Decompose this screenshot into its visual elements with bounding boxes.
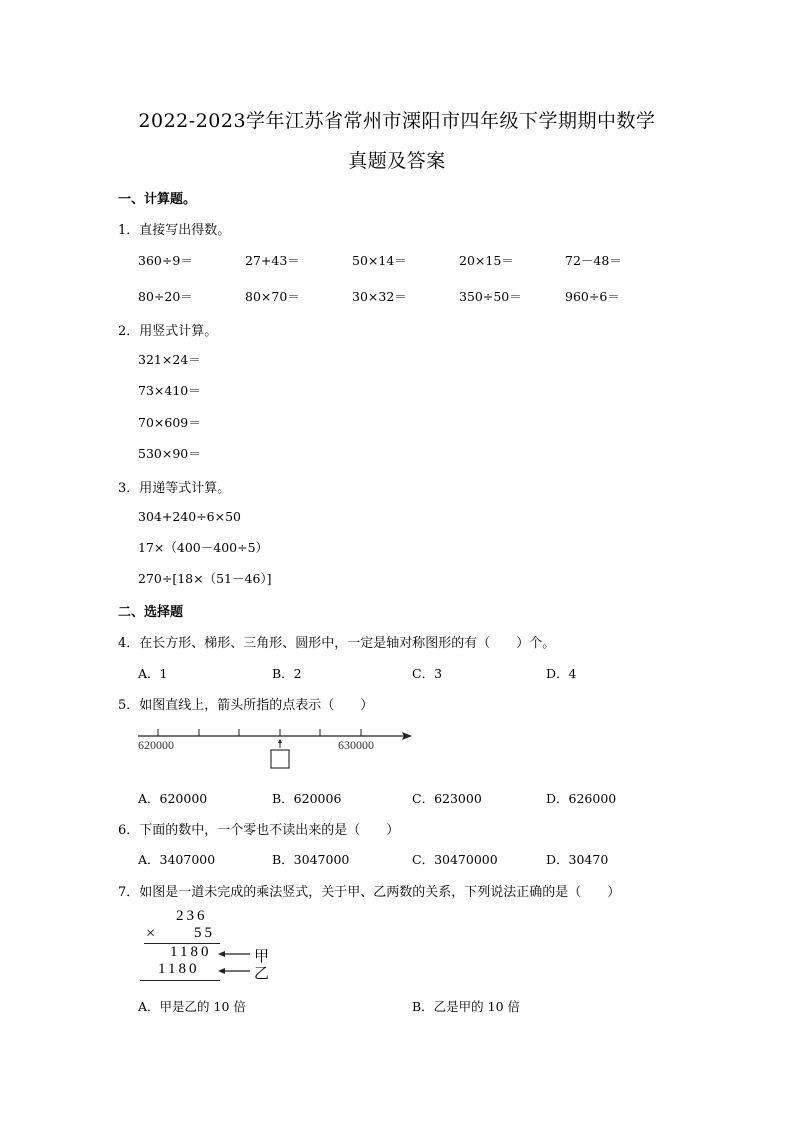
question-6-stem: 6．下面的数中，一个零也不读出来的是（ ） xyxy=(118,823,400,838)
q4-option-b[interactable]: B．2 xyxy=(272,666,302,681)
section-heading-calculation: 一、计算题。 xyxy=(118,192,197,207)
partial-product-jia: 1180 xyxy=(170,944,212,960)
q1-item: 80÷20＝ xyxy=(138,289,193,304)
q1-item: 72－48＝ xyxy=(565,253,622,268)
number-line-figure xyxy=(130,722,420,774)
number-line-label-left: 620000 xyxy=(138,738,174,752)
q1-item: 350÷50＝ xyxy=(459,289,522,304)
q5-option-a[interactable]: A．620000 xyxy=(138,791,208,806)
question-4-stem: 4．在长方形、梯形、三角形、圆形中，一定是轴对称图形的有（ ）个。 xyxy=(118,636,556,651)
q1-item: 80×70＝ xyxy=(245,289,300,304)
q2-item: 73×410＝ xyxy=(138,383,201,398)
q2-item: 70×609＝ xyxy=(138,415,201,430)
q3-item: 17×（400－400÷5） xyxy=(138,540,269,555)
q5-option-c[interactable]: C．623000 xyxy=(412,791,482,806)
q7-option-b[interactable]: B．乙是甲的 10 倍 xyxy=(412,999,521,1014)
q5-option-d[interactable]: D．626000 xyxy=(546,791,617,806)
q6-option-c[interactable]: C．30470000 xyxy=(412,852,498,867)
q1-item: 960÷6＝ xyxy=(565,289,620,304)
q2-item: 530×90＝ xyxy=(138,446,201,461)
question-3-stem: 3．用递等式计算。 xyxy=(118,481,231,496)
section-heading-choice: 二、选择题 xyxy=(118,605,184,620)
number-line-label-right: 630000 xyxy=(338,738,374,752)
question-7-stem: 7．如图是一道未完成的乘法竖式，关于甲、乙两数的关系，下列说法正确的是（ ） xyxy=(118,885,621,900)
label-yi: 乙 xyxy=(254,964,270,982)
partial-product-yi: 1180 xyxy=(158,961,200,977)
document-title-line2: 真题及答案 xyxy=(348,150,446,172)
q3-item: 304+240÷6×50 xyxy=(138,509,241,524)
q1-item: 27+43＝ xyxy=(245,253,300,268)
q4-option-a[interactable]: A．1 xyxy=(138,666,168,681)
q1-item: 50×14＝ xyxy=(352,253,407,268)
q3-item: 270÷[18×（51－46）] xyxy=(138,571,272,586)
divider-line xyxy=(140,980,220,981)
arrow-left-icon xyxy=(218,949,252,979)
question-2-stem: 2．用竖式计算。 xyxy=(118,324,218,339)
q1-item: 360÷9＝ xyxy=(138,253,193,268)
q5-option-b[interactable]: B．620006 xyxy=(272,791,342,806)
question-1-stem: 1．直接写出得数。 xyxy=(118,223,231,238)
q1-item: 20×15＝ xyxy=(459,253,514,268)
q1-item: 30×32＝ xyxy=(352,289,407,304)
label-jia: 甲 xyxy=(254,947,270,965)
document-title-line1: 2022-2023学年江苏省常州市溧阳市四年级下学期期中数学 xyxy=(138,110,656,132)
multiplicand: 236 xyxy=(176,908,208,924)
q4-option-c[interactable]: C．3 xyxy=(412,666,443,681)
q4-option-d[interactable]: D．4 xyxy=(546,666,577,681)
q2-item: 321×24＝ xyxy=(138,352,201,367)
vertical-multiplication-figure xyxy=(130,905,280,990)
multiplier: 55 xyxy=(194,925,215,941)
question-5-stem: 5．如图直线上，箭头所指的点表示（ ） xyxy=(118,698,374,713)
times-sign: × xyxy=(146,925,156,942)
q6-option-d[interactable]: D．30470 xyxy=(546,852,609,867)
q6-option-a[interactable]: A．3407000 xyxy=(138,852,216,867)
q7-option-a[interactable]: A．甲是乙的 10 倍 xyxy=(138,999,246,1014)
q6-option-b[interactable]: B．3047000 xyxy=(272,852,350,867)
